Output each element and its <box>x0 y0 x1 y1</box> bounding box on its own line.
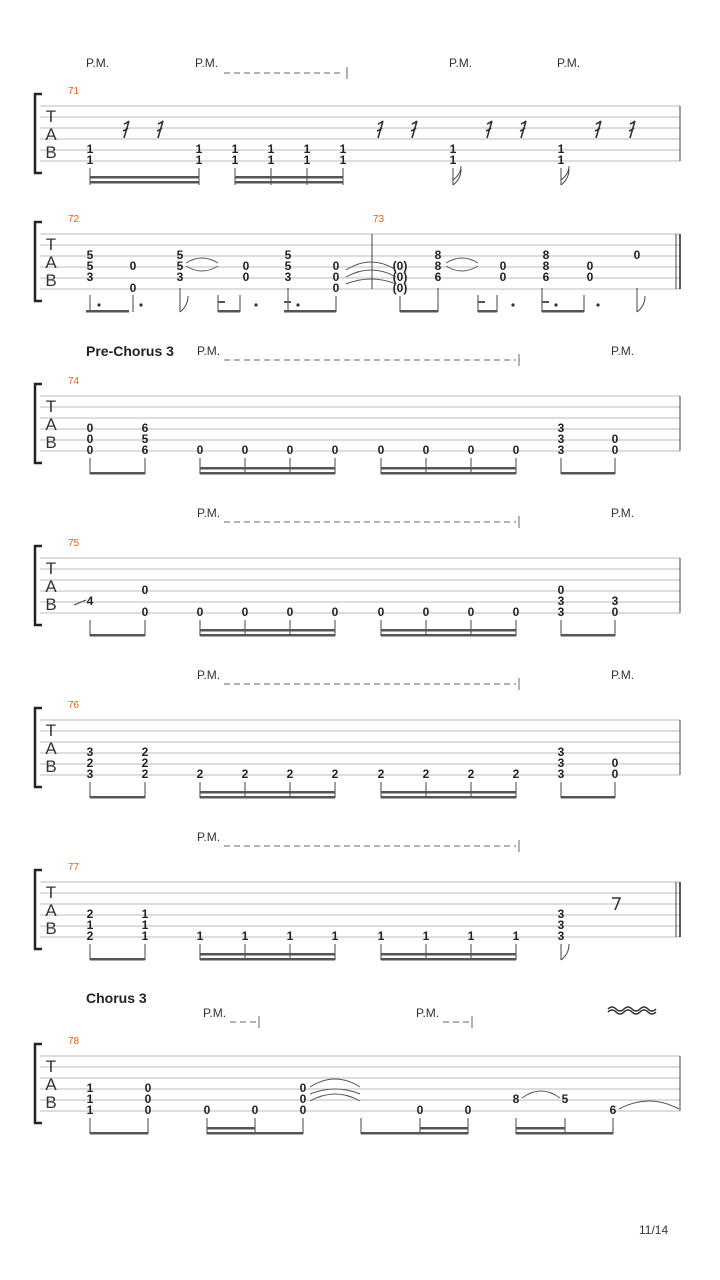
staff-lines <box>40 1056 680 1111</box>
fret-number: 5 <box>284 259 292 273</box>
tab-letter-a: A <box>45 577 57 596</box>
fret-numbers <box>87 907 565 943</box>
measure-number: 74 <box>68 376 80 387</box>
fret-number: 3 <box>557 745 565 759</box>
tab-letter-t: T <box>45 235 57 254</box>
fret-number: 5 <box>86 248 94 262</box>
section-label: Pre-Chorus 3 <box>86 343 174 359</box>
fret-number: 0 <box>299 1092 307 1106</box>
fret-number: 1 <box>377 929 385 943</box>
pm-mark: P.M. <box>197 830 221 844</box>
fret-number: 0 <box>611 756 619 770</box>
fret-number: 1 <box>339 153 347 167</box>
fret-number: 0 <box>203 1103 211 1117</box>
pm-mark: P.M. <box>197 344 221 358</box>
fret-number: 6 <box>141 421 149 435</box>
fret-number: 1 <box>196 929 204 943</box>
beams <box>90 791 615 799</box>
system-7 <box>35 990 680 1135</box>
fret-number: 0 <box>141 583 149 597</box>
fret-number: 6 <box>434 270 442 284</box>
fret-number: 3 <box>557 432 565 446</box>
fret-number: 1 <box>141 929 149 943</box>
fret-number: 0 <box>86 443 94 457</box>
fret-number: 2 <box>377 767 385 781</box>
fret-number: 0 <box>299 1081 307 1095</box>
staff-lines <box>40 396 680 451</box>
fret-number: 1 <box>195 142 203 156</box>
fret-number: 0 <box>331 605 339 619</box>
fret-number: 3 <box>611 594 619 608</box>
fret-number: 0 <box>464 1103 472 1117</box>
vibrato-icon <box>608 1007 656 1014</box>
staff-lines <box>40 882 680 937</box>
fret-number: 2 <box>196 767 204 781</box>
fret-number: 1 <box>303 153 311 167</box>
tab-letter-t: T <box>45 721 57 740</box>
stems-beams <box>90 458 615 474</box>
fret-number: 2 <box>141 745 149 759</box>
fret-number: 0 <box>512 605 520 619</box>
fret-number: 2 <box>467 767 475 781</box>
fret-number: 3 <box>557 443 565 457</box>
measure-number: 76 <box>68 700 80 711</box>
measure-number: 72 <box>68 214 80 225</box>
fret-number: 2 <box>141 756 149 770</box>
fret-number: 1 <box>286 929 294 943</box>
system-1 <box>35 56 680 185</box>
fret-number: 1 <box>86 1103 94 1117</box>
fret-numbers <box>87 248 641 295</box>
fret-number: 3 <box>176 270 184 284</box>
fret-number: 1 <box>141 907 149 921</box>
fret-number: 0 <box>422 605 430 619</box>
tab-letter-t: T <box>45 1057 57 1076</box>
fret-number: 1 <box>557 153 565 167</box>
stems-beams <box>90 1118 613 1134</box>
measure-number: 73 <box>373 214 385 225</box>
fret-number: 0 <box>251 1103 259 1117</box>
flags <box>180 296 645 312</box>
flag <box>561 944 569 960</box>
fret-number: 3 <box>284 270 292 284</box>
pm-mark: P.M. <box>86 56 110 70</box>
fret-number: 4 <box>86 594 94 608</box>
fret-number: 0 <box>144 1081 152 1095</box>
measure-number: 77 <box>68 862 80 873</box>
fret-number: 6 <box>542 270 550 284</box>
fret-number: 0 <box>512 443 520 457</box>
system-5 <box>35 668 680 799</box>
tab-letter-b: B <box>45 757 57 776</box>
fret-number: 1 <box>339 142 347 156</box>
fret-number: 0 <box>242 270 250 284</box>
beams <box>90 176 343 184</box>
page-number: 11/14 <box>639 1223 669 1237</box>
pm-mark: P.M. <box>416 1006 440 1020</box>
fret-number: 3 <box>557 421 565 435</box>
stems-beams <box>90 944 561 960</box>
fret-number: (0) <box>392 259 408 273</box>
fret-number: 0 <box>611 443 619 457</box>
fret-number: 1 <box>231 142 239 156</box>
fret-number: 3 <box>557 918 565 932</box>
fret-number: 1 <box>86 142 94 156</box>
fret-number: 3 <box>86 745 94 759</box>
beams <box>90 629 615 637</box>
fret-numbers <box>87 745 619 781</box>
fret-number: 8 <box>542 259 550 273</box>
tab-letter-b: B <box>45 143 57 162</box>
fret-number: 0 <box>196 443 204 457</box>
tab-letter-b: B <box>45 433 57 452</box>
fret-number: 0 <box>332 270 340 284</box>
section-label: Chorus 3 <box>86 990 147 1006</box>
pm-mark: P.M. <box>195 56 219 70</box>
fret-number: 1 <box>422 929 430 943</box>
fret-number: 1 <box>241 929 249 943</box>
fret-number: 5 <box>141 432 149 446</box>
fret-number: 1 <box>195 153 203 167</box>
staff-lines <box>40 720 680 775</box>
measure-number: 71 <box>68 86 80 97</box>
pm-mark: P.M. <box>203 1006 227 1020</box>
fret-number: 5 <box>561 1092 569 1106</box>
fret-number: 8 <box>434 259 442 273</box>
fret-number: 0 <box>499 259 507 273</box>
fret-number: 0 <box>86 421 94 435</box>
fret-number: 2 <box>86 756 94 770</box>
tab-letter-a: A <box>45 901 57 920</box>
tab-letter-a: A <box>45 125 57 144</box>
fret-number: 1 <box>512 929 520 943</box>
fret-number: 0 <box>144 1092 152 1106</box>
stems-beams <box>90 288 637 312</box>
fret-number: 2 <box>422 767 430 781</box>
measure-number: 78 <box>68 1036 80 1047</box>
tab-letter-t: T <box>45 883 57 902</box>
fret-number: (0) <box>392 270 408 284</box>
fret-number: 0 <box>286 443 294 457</box>
beams <box>90 467 615 475</box>
fret-number: 3 <box>86 270 94 284</box>
fret-number: 1 <box>467 929 475 943</box>
tab-letter-t: T <box>45 397 57 416</box>
fret-number: 8 <box>542 248 550 262</box>
stems-beams <box>90 620 615 636</box>
beams <box>90 953 516 961</box>
fret-number: 2 <box>141 767 149 781</box>
fret-number: 3 <box>557 594 565 608</box>
fret-number: 2 <box>331 767 339 781</box>
fret-number: 5 <box>176 259 184 273</box>
fret-number: 0 <box>129 259 137 273</box>
fret-number: 0 <box>633 248 641 262</box>
pm-mark: P.M. <box>449 56 473 70</box>
beams <box>90 1127 613 1135</box>
fret-number: 0 <box>241 605 249 619</box>
tab-letter-a: A <box>45 1075 57 1094</box>
fret-number: 0 <box>299 1103 307 1117</box>
fret-number: 0 <box>144 1103 152 1117</box>
beams <box>86 301 584 313</box>
fret-number: 5 <box>176 248 184 262</box>
fret-number: 3 <box>557 756 565 770</box>
fret-number: 0 <box>332 281 340 295</box>
tab-letter-t: T <box>45 107 57 126</box>
fret-number: 1 <box>231 153 239 167</box>
fret-numbers <box>87 421 619 457</box>
fret-number: 0 <box>129 281 137 295</box>
measure-number: 75 <box>68 538 80 549</box>
fret-number: 3 <box>557 907 565 921</box>
fret-number: 6 <box>141 443 149 457</box>
fret-number: 0 <box>611 767 619 781</box>
tab-letter-b: B <box>45 271 57 290</box>
pm-mark: P.M. <box>557 56 581 70</box>
fret-number: 0 <box>332 259 340 273</box>
fret-number: 5 <box>284 248 292 262</box>
fret-number: 0 <box>586 259 594 273</box>
system-2 <box>35 214 680 313</box>
fret-numbers <box>87 142 565 167</box>
pm-mark: P.M. <box>611 506 635 520</box>
fret-number: 2 <box>286 767 294 781</box>
fret-number: 0 <box>557 583 565 597</box>
staff-lines <box>40 558 680 613</box>
fret-number: 3 <box>557 767 565 781</box>
dots <box>97 303 599 306</box>
fret-number: 2 <box>86 907 94 921</box>
fret-number: 0 <box>141 605 149 619</box>
pm-mark: P.M. <box>611 668 635 682</box>
pm-mark: P.M. <box>611 344 635 358</box>
tab-letter-t: T <box>45 559 57 578</box>
tab-letter-b: B <box>45 595 57 614</box>
fret-number: 0 <box>377 443 385 457</box>
fret-number: 1 <box>303 142 311 156</box>
fret-number: 8 <box>434 248 442 262</box>
fret-number: 1 <box>86 918 94 932</box>
fret-number: 1 <box>86 1081 94 1095</box>
fret-number: 3 <box>557 929 565 943</box>
fret-number: 5 <box>86 259 94 273</box>
fret-number: 8 <box>512 1092 520 1106</box>
tab-letter-a: A <box>45 415 57 434</box>
fret-number: (0) <box>392 281 408 295</box>
rest-symbols <box>123 121 635 138</box>
fret-number: 0 <box>586 270 594 284</box>
fret-number: 0 <box>196 605 204 619</box>
stems-beams <box>90 782 615 798</box>
fret-number: 1 <box>331 929 339 943</box>
fret-number: 1 <box>449 142 457 156</box>
fret-number: 0 <box>416 1103 424 1117</box>
fret-number: 0 <box>331 443 339 457</box>
fret-number: 1 <box>86 1092 94 1106</box>
pm-mark: P.M. <box>197 506 221 520</box>
fret-number: 0 <box>286 605 294 619</box>
fret-number: 3 <box>86 767 94 781</box>
flags <box>453 166 569 185</box>
fret-number: 6 <box>609 1103 617 1117</box>
system-4 <box>35 506 680 637</box>
tab-letter-a: A <box>45 253 57 272</box>
fret-number: 1 <box>267 153 275 167</box>
fret-number: 0 <box>467 605 475 619</box>
fret-number: 0 <box>377 605 385 619</box>
system-6 <box>35 830 680 961</box>
fret-number: 0 <box>241 443 249 457</box>
fret-number: 3 <box>557 605 565 619</box>
fret-numbers <box>87 1081 617 1117</box>
tab-letter-b: B <box>45 919 57 938</box>
pm-mark: P.M. <box>197 668 221 682</box>
fret-number: 0 <box>422 443 430 457</box>
fret-number: 0 <box>86 432 94 446</box>
fret-number: 1 <box>141 918 149 932</box>
tab-letter-a: A <box>45 739 57 758</box>
fret-number: 2 <box>241 767 249 781</box>
fret-numbers <box>87 583 619 619</box>
fret-number: 0 <box>611 605 619 619</box>
ties <box>310 1079 679 1109</box>
fret-number: 2 <box>512 767 520 781</box>
staff-lines <box>40 106 680 161</box>
system-3 <box>35 343 680 475</box>
fret-number: 0 <box>611 432 619 446</box>
tab-letter-b: B <box>45 1093 57 1112</box>
fret-number: 1 <box>86 153 94 167</box>
fret-number: 0 <box>467 443 475 457</box>
fret-number: 2 <box>86 929 94 943</box>
fret-number: 1 <box>449 153 457 167</box>
fret-number: 0 <box>242 259 250 273</box>
fret-number: 1 <box>557 142 565 156</box>
fret-number: 0 <box>499 270 507 284</box>
fret-number: 1 <box>267 142 275 156</box>
